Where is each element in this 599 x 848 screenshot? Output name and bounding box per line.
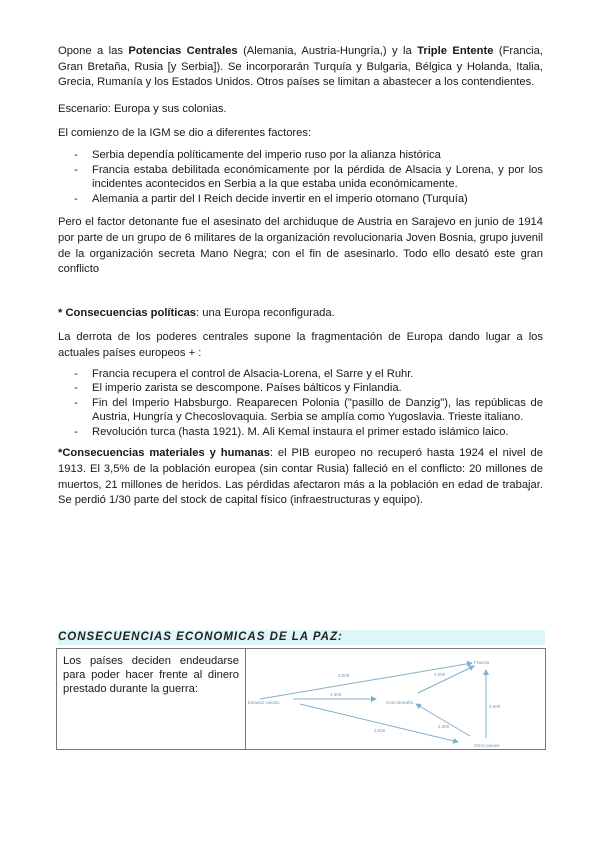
flow-label: 4.300 — [330, 692, 342, 697]
flow-label: 3.000 — [434, 672, 446, 677]
list-item-text: Francia estaba debilitada económicamente por la pérdida de Alsacia y Lorena, y por los incidentes acontecidos en Serbia a la que estaba unida económicamente. — [92, 163, 543, 191]
bullet-dash: - — [74, 163, 78, 176]
table-cell-text: Los países deciden endeudarse para poder hacer frente al dinero prestado durante la guerra: — [63, 655, 239, 695]
flow-gb-francia — [418, 666, 474, 693]
paragraph-factors-intro: El comienzo de la IGM se dio a diferentes factores: — [58, 127, 312, 140]
flow-label: 3.500 — [489, 704, 501, 709]
bold-run: Potencias Centrales — [128, 45, 238, 57]
paragraph-political-heading — [58, 306, 543, 322]
bullet-dash: - — [74, 367, 78, 380]
list-item-text: Serbia dependía políticamente del imperio ruso por la alianza histórica — [92, 148, 441, 161]
flow-lines — [260, 663, 486, 742]
bullet-dash: - — [74, 148, 78, 161]
paragraph-material-consequences — [58, 446, 543, 508]
paragraph-alliances — [58, 44, 543, 91]
list-item — [58, 367, 543, 382]
paragraph-trigger: Pero el factor detonante fue el asesinato del archiduque de Austria en Sarajevo en junio de 1914 por parte de un grupo de 6 militares de la organización revolucionaria Joven Bosnia, grupo juvenil de la organización secreta Mano Negra; con el fin de asesinarlo. Todo ello desató este gran conflicto — [58, 216, 543, 276]
bold-run: Triple Entente — [417, 45, 494, 57]
material-heading: *Consecuencias materiales y humanas — [58, 447, 270, 460]
list-item — [58, 381, 543, 396]
list-item — [58, 396, 543, 425]
flow-otros-gb — [416, 704, 470, 736]
list-item-text: Alemania a partir del I Reich decide invertir en el imperio otomano (Turquía) — [92, 192, 468, 205]
debt-flow-diagram — [248, 656, 510, 748]
text-run: (Alemania, Austria-Hungría,) y la — [237, 45, 418, 57]
bullet-dash: - — [74, 192, 78, 205]
list-item-text: El imperio zarista se descompone. Países bálticos y Finlandia. — [92, 382, 402, 395]
text-run: (Francia, Gran Bretaña, Rusia [y Serbia]). Se incorporarán Turquía y Bulgaria, Bélgica y Holanda, Italia, Grecia, Rumanía y los Estados Unidos. Otros países se limitan a abastecer a los contendientes. — [58, 45, 543, 89]
list-item — [58, 425, 543, 440]
political-heading-rest: : una Europa reconfigurada. — [196, 306, 335, 319]
bullet-dash: - — [74, 425, 78, 438]
list-item-text: Fin del Imperio Habsburgo. Reaparecen Polonia ("pasillo de Danzig"), las repúblicas de Austria, Hungría y Checoslovaquia. Serbia se amplía como Yugoslavia. Trieste italiano. — [92, 396, 543, 424]
flow-label: 3.000 — [374, 728, 386, 733]
political-heading: * Consecuencias políticas — [58, 306, 197, 319]
flow-label: 3.000 — [338, 673, 350, 678]
list-item-text: Francia recupera el control de Alsacia-Lorena, el Sarre y el Ruhr. — [92, 367, 414, 380]
factors-list — [58, 148, 543, 206]
section-title: CONSECUENCIAS ECONOMICAS DE LA PAZ: — [58, 630, 545, 645]
bullet-dash: - — [74, 396, 78, 409]
node-gb: Gran Bretaña — [386, 700, 414, 705]
paragraph-scenario: Escenario: Europa y sus colonias. — [58, 102, 227, 115]
node-francia: Francia — [474, 660, 490, 665]
flow-us-otros — [300, 704, 458, 742]
list-item — [58, 163, 543, 192]
flow-us-francia — [260, 663, 472, 699]
list-item — [58, 192, 543, 207]
material-text: : el PIB europeo no recuperó hasta 1924 el nivel de 1913. El 3,5% de la población europea (sin contar Rusia) falleció en el conflicto: 20 millones de muertos, 21 millones de heridos. Las pérdidas afectaron más a la población en edad de trabajar. Se perdió 1/30 parte del stock de capital físico (infraestructuras y equipo). — [58, 447, 543, 507]
node-eeuu: Estados Unidos — [248, 700, 280, 705]
list-item — [58, 148, 543, 163]
body-column — [58, 44, 543, 509]
paragraph-defeat: La derrota de los poderes centrales supone la fragmentación de Europa dando lugar a los actuales países europeos + : — [58, 331, 543, 359]
text-run: Opone a las — [58, 45, 129, 57]
node-otros: Otros países — [474, 743, 500, 748]
table-divider — [245, 649, 246, 749]
bullet-dash: - — [74, 382, 78, 395]
flow-label: 4.300 — [438, 724, 450, 729]
list-item-text: Revolución turca (hasta 1921). M. Ali Kemal instaura el primer estado islámico laico. — [92, 425, 509, 438]
political-list — [58, 367, 543, 440]
